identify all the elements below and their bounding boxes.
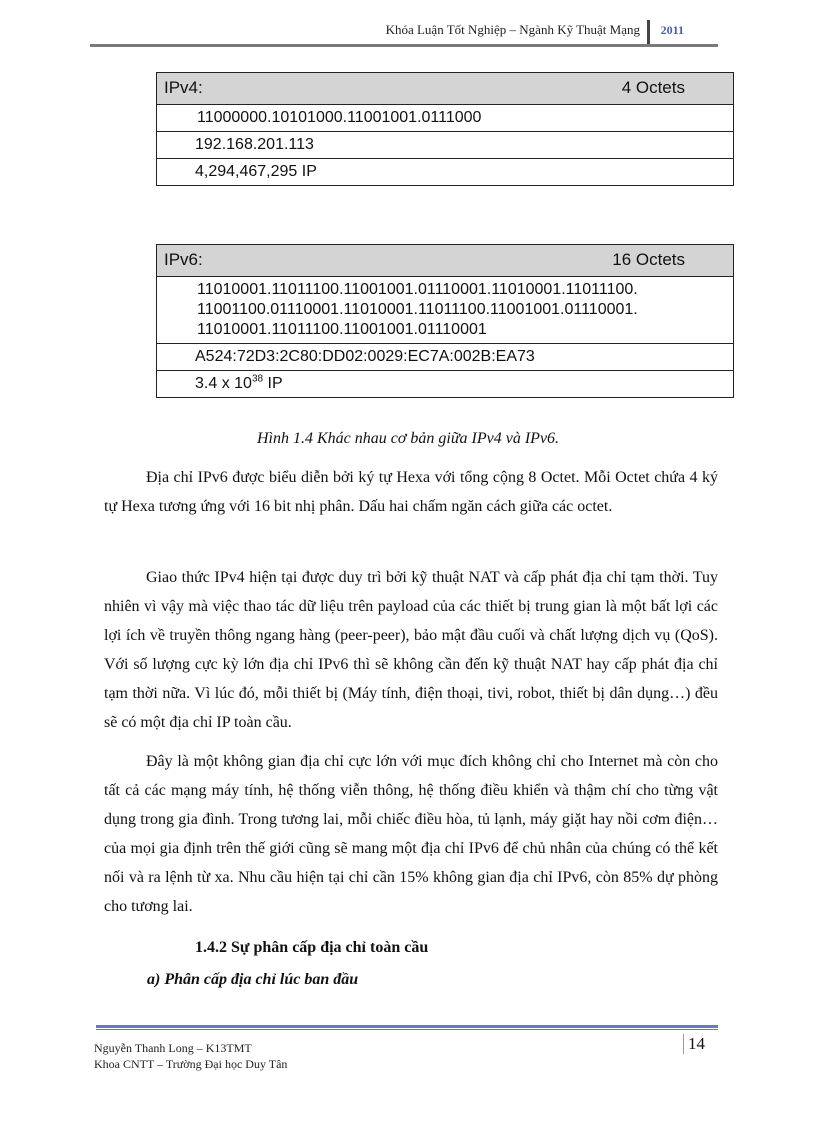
page-header xyxy=(90,20,718,46)
ipv6-count-base: 3.4 x 10 xyxy=(195,375,252,392)
ipv6-table xyxy=(156,244,734,398)
ipv4-decimal: 192.168.201.113 xyxy=(157,131,733,158)
ipv4-label: IPv4: xyxy=(164,78,203,97)
ipv6-count xyxy=(157,370,733,397)
paragraph-2: Giao thức IPv4 hiện tại được duy trì bởi kỹ thuật NAT và cấp phát địa chỉ tạm thời. Tuy nhiên vì vậy mà việc thao tác dữ liệu trên payload của các thiết bị trung gian là một bất lợi các lợi ích về truyền thông ngang hàng (peer-peer), bảo mật đầu cuối và chất lượng dịch vụ (QoS). Với số lượng cực kỳ lớn địa chỉ IPv6 thì sẽ không cần đến kỹ thuật NAT hay cấp phát địa chỉ tạm thời nữa. Vì lúc đó, mỗi thiết bị (Máy tính, điện thoại, tivi, robot, thiết bị dân dụng…) đều sẽ có một địa chỉ IP toàn cầu. xyxy=(104,569,718,731)
page-number-separator xyxy=(683,1034,684,1054)
header-title: Khóa Luận Tốt Nghiệp – Ngành Kỹ Thuật Mạng xyxy=(385,22,640,37)
ipv4-octets: 4 Octets xyxy=(621,78,685,97)
ipv6-binary-line: 11010001.11011100.11001001.01110001 xyxy=(197,321,487,338)
footer-faculty: Khoa CNTT – Trường Đại học Duy Tân xyxy=(94,1057,288,1071)
footer-rule xyxy=(96,1025,718,1028)
ipv6-label: IPv6: xyxy=(164,250,203,269)
footer-author: Nguyễn Thanh Long – K13TMT xyxy=(94,1041,252,1055)
ipv6-table-header xyxy=(157,245,733,276)
paragraph-1: Địa chỉ IPv6 được biểu diễn bởi ký tự Hexa với tổng cộng 8 Octet. Mỗi Octet chứa 4 ký tự Hexa tương ứng với 16 bit nhị phân. Dấu hai chấm ngăn cách giữa các octet. xyxy=(104,469,718,515)
ipv4-table xyxy=(156,72,734,186)
ipv6-count-unit: IP xyxy=(263,375,283,392)
ipv6-binary xyxy=(157,276,733,343)
ipv4-table-header xyxy=(157,73,733,104)
section-heading: 1.4.2 Sự phân cấp địa chỉ toàn cầu xyxy=(195,939,429,956)
header-year: 2011 xyxy=(660,23,684,37)
ipv6-hex: A524:72D3:2C80:DD02:0029:EC7A:002B:EA73 xyxy=(157,343,733,370)
paragraph-3: Đây là một không gian địa chỉ cực lớn với mục đích không chỉ cho Internet mà còn cho tất cả các mạng máy tính, hệ thống viễn thông, hệ thống điều khiển và thậm chí cho từng vật dụng trong gia đình. Trong tương lai, mỗi chiếc điều hòa, tủ lạnh, máy giặt hay nồi cơm điện… của mọi gia định trên thế giới cũng sẽ mang một địa chỉ IPv6 để chủ nhân của chúng có thể kết nối và ra lệnh từ xa. Nhu cầu hiện tại chỉ cần 15% không gian địa chỉ IPv6, còn 85% dự phòng cho tương lai. xyxy=(104,753,718,915)
footer-rule-thin xyxy=(96,1029,718,1030)
ipv6-binary-line: 11010001.11011100.11001001.01110001.11010001.11011100. xyxy=(197,281,638,298)
ipv6-binary-line: 11001100.01110001.11010001.11011100.11001001.01110001. xyxy=(197,301,638,318)
header-rule xyxy=(90,44,718,47)
subsection-heading: a) Phân cấp địa chỉ lúc ban đầu xyxy=(147,971,359,988)
ipv4-count: 4,294,467,295 IP xyxy=(157,158,733,185)
page-number: 14 xyxy=(688,1034,705,1053)
ipv4-binary: 11000000.10101000.11001001.0111000 xyxy=(157,104,733,131)
header-separator xyxy=(647,20,650,44)
ipv6-octets: 16 Octets xyxy=(612,250,685,269)
figure-caption: Hình 1.4 Khác nhau cơ bản giữa IPv4 và IPv6. xyxy=(256,430,560,447)
ipv6-count-exponent: 38 xyxy=(251,373,264,385)
